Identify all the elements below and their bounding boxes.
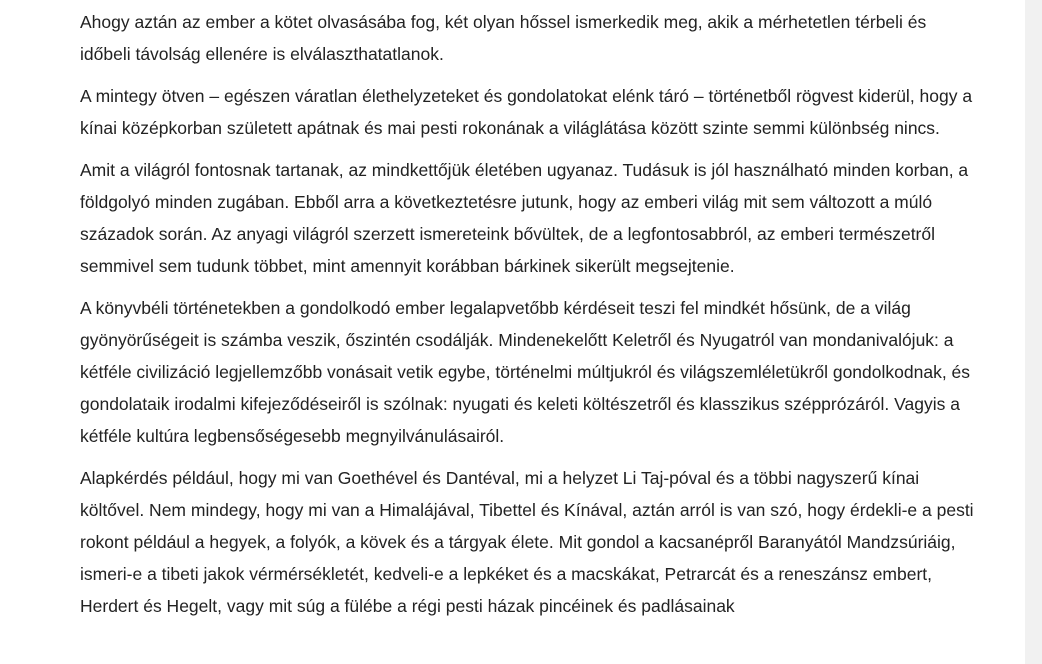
article-body	[80, 6, 980, 632]
paragraph: A könyvbéli történetekben a gondolkodó ember legalapvetőbb kérdéseit teszi fel mindkét hősünk, de a világ gyönyörűségeit is számba veszik, őszintén csodálják. Mindenekelőtt Keletről és Nyugatról van mondanivalójuk: a kétféle civilizáció legjellemzőbb vonásait vetik egybe, történelmi múltjukról és világszemléletükről gondolkodnak, és gondolataik irodalmi kifejeződéseiről is szólnak: nyugati és keleti költészetről és klasszikus szépprózáról. Vagyis a kétféle kultúra legbensőségesebb megnyilvánulásairól.	[80, 298, 971, 446]
paragraph: Alapkérdés például, hogy mi van Goethével és Dantéval, mi a helyzet Li Taj-póval és a többi nagyszerű kínai költővel. Nem mindegy, hogy mi van a Himalájával, Tibettel és Kínával, aztán arról is van szó, hogy érdekli-e a pesti rokont például a hegyek, a folyók, a kövek és a tárgyak élete. Mit gondol a kacsanépről Baranyától Mandzsúriáig, ismeri-e a tibeti jakok vérmérsékletét, kedveli-e a lepkéket és a macskákat, Petrarcát és a reneszánsz embert, Herdert és Hegelt, vagy mit súg a fülébe a régi pesti házak pincéinek és padlásainak	[80, 468, 974, 616]
paragraph: Ahogy aztán az ember a kötet olvasásába fog, két olyan hőssel ismerkedik meg, akik a mérhetetlen térbeli és időbeli távolság ellenére is elválaszthatatlanok.	[80, 12, 927, 64]
paragraph: Amit a világról fontosnak tartanak, az mindkettőjük életében ugyanaz. Tudásuk is jól használható minden korban, a földgolyó minden zugában. Ebből arra a következtetésre jutunk, hogy az emberi világ mit sem változott a múló századok során. Az anyagi világról szerzett ismereteink bővültek, de a legfontosabbról, az emberi természetről semmivel sem tudunk többet, mint amennyit korábban bárkinek sikerült megsejtenie.	[80, 160, 969, 276]
paragraph: A mintegy ötven – egészen váratlan élethelyzeteket és gondolatokat elénk táró – történetből rögvest kiderül, hogy a kínai középkorban született apátnak és mai pesti rokonának a világlátása között szinte semmi különbség nincs.	[80, 86, 973, 138]
scrollbar[interactable]	[1025, 0, 1042, 664]
